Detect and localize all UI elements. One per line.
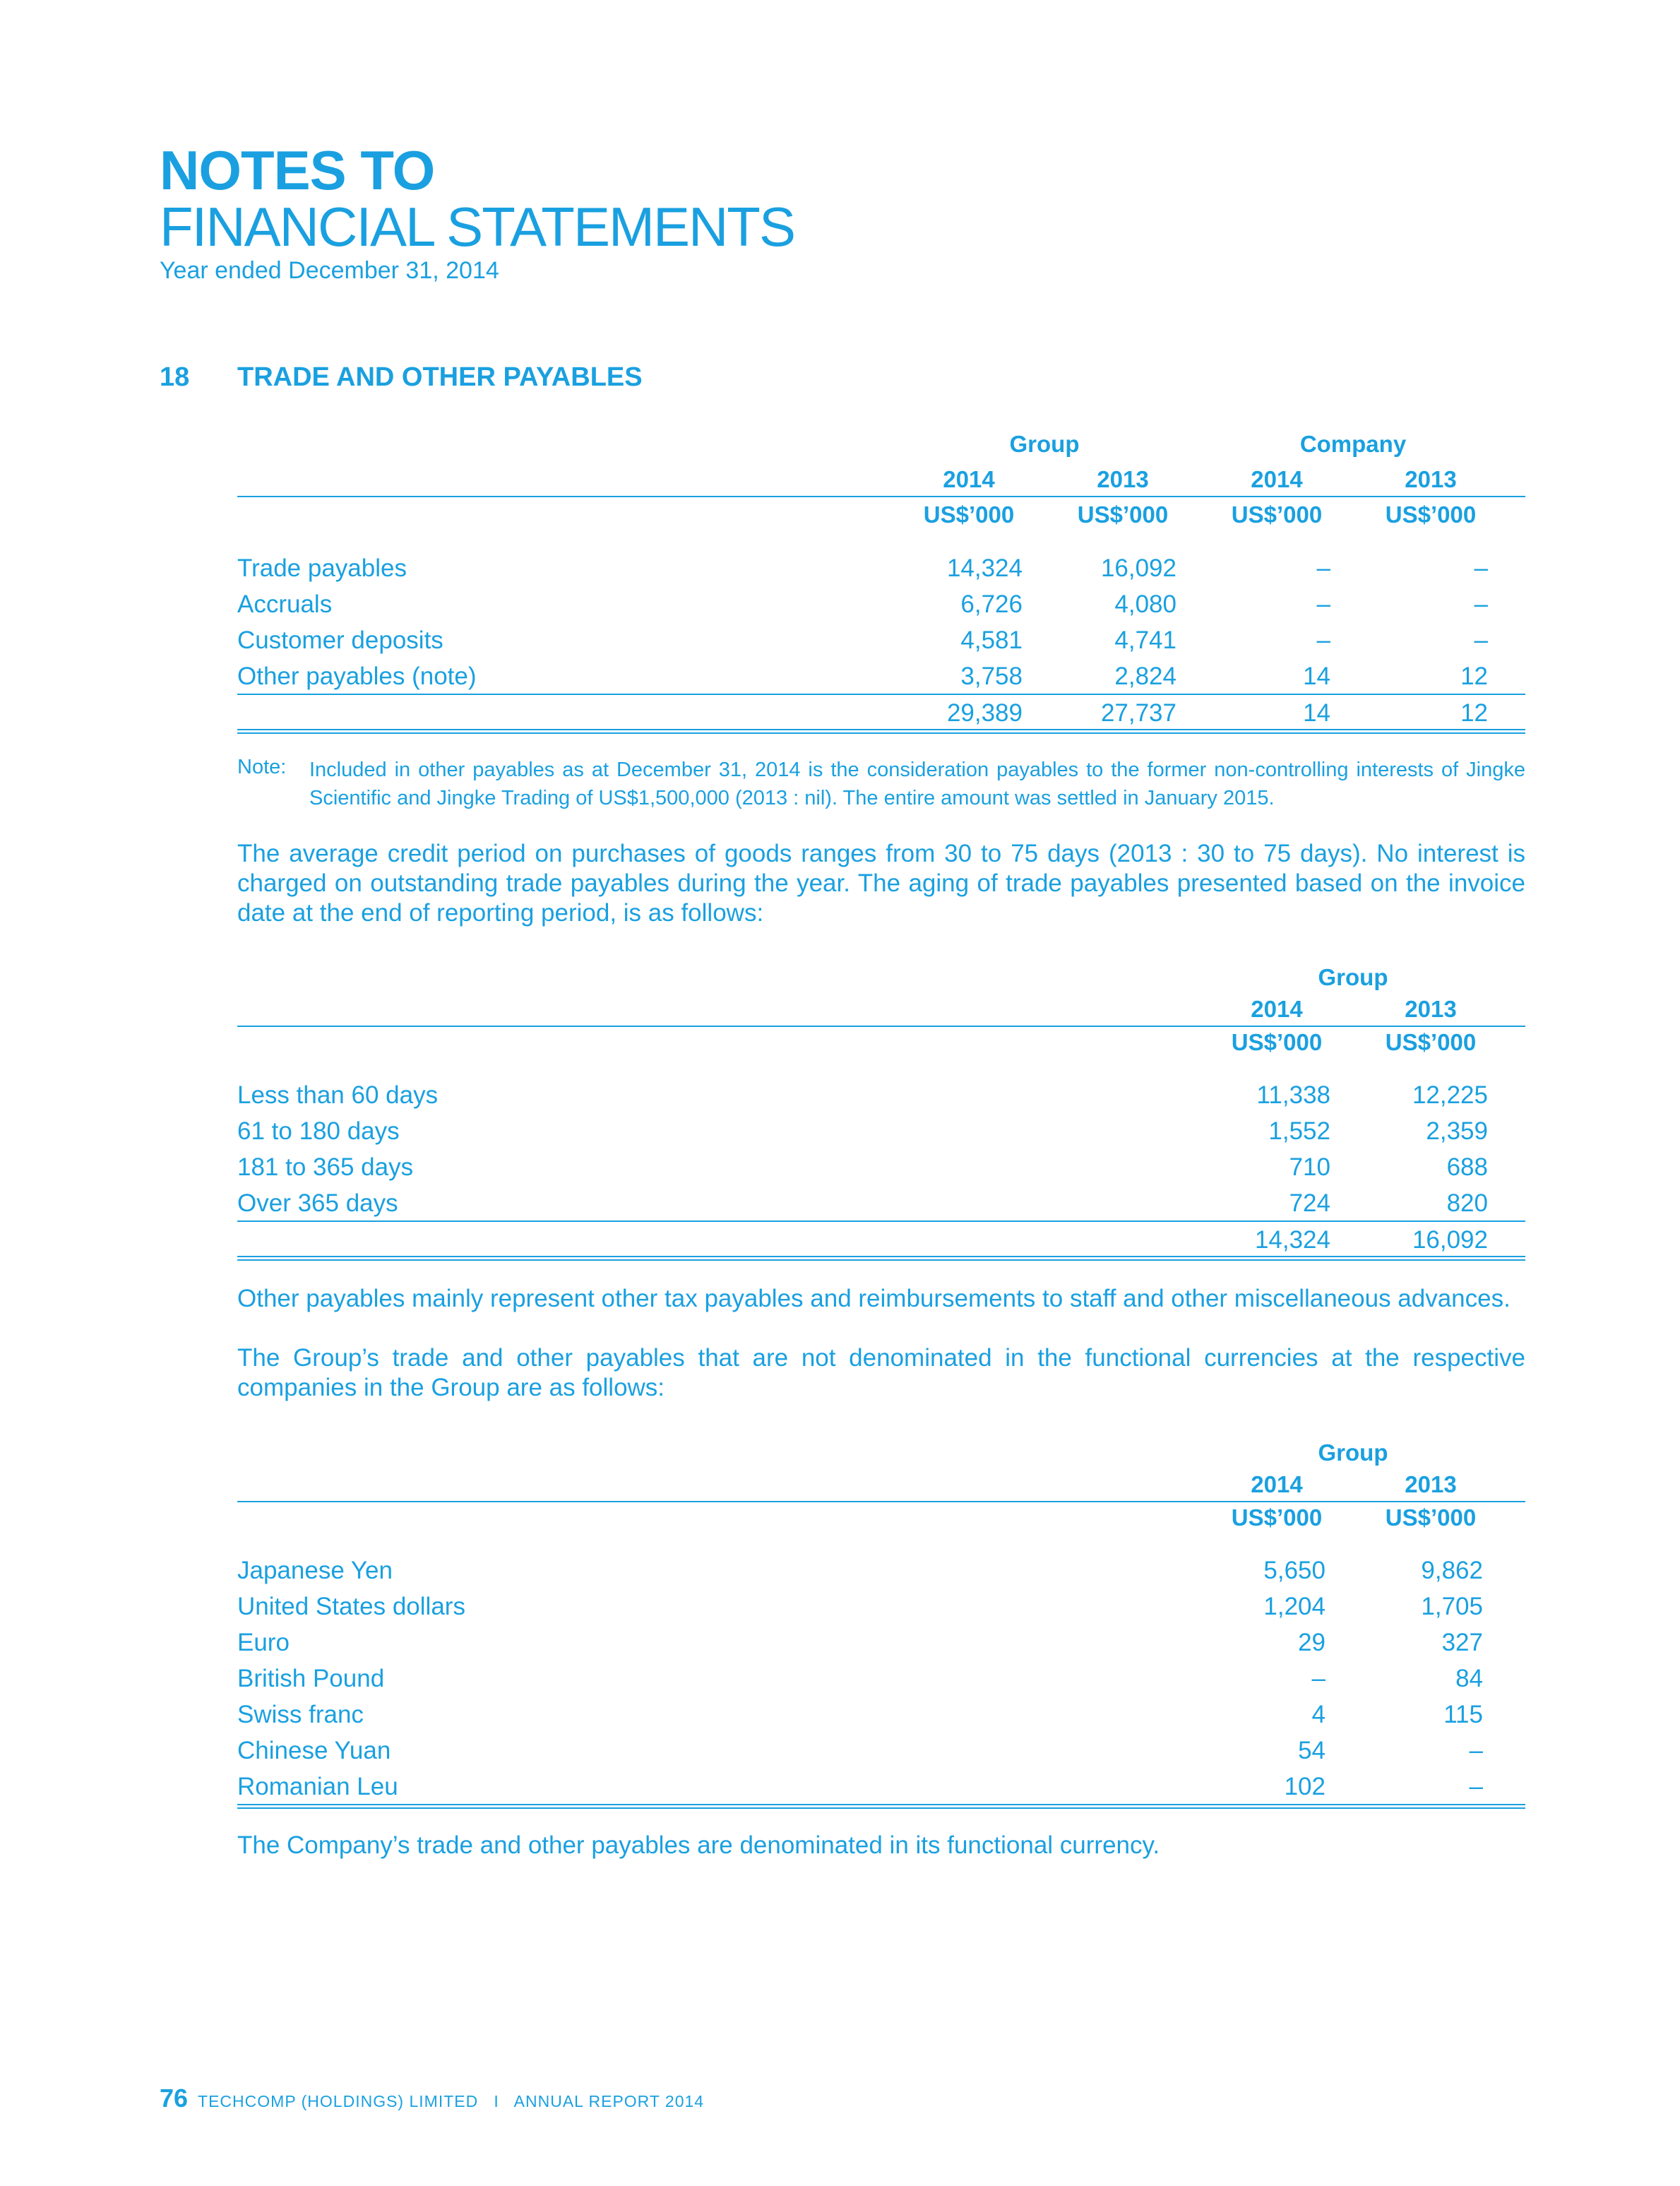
subtotal-rule — [237, 1220, 1525, 1222]
unit-header: US$’000 — [1077, 501, 1169, 528]
cell-2013: 820 — [1446, 1189, 1488, 1217]
row-label: Chinese Yuan — [237, 1737, 391, 1764]
row-label: Euro — [237, 1629, 290, 1656]
table-row — [237, 1081, 1525, 1118]
year-header: 2013 — [1097, 466, 1149, 492]
cell-2014: 4 — [1311, 1701, 1325, 1728]
table-row — [237, 1701, 1525, 1737]
table-row — [237, 626, 1525, 663]
page-number: 76 — [160, 2084, 189, 2113]
table-row — [237, 1629, 1525, 1665]
row-label: Accruals — [237, 590, 333, 618]
cell-group-2014: 6,726 — [960, 590, 1023, 618]
cell-2013: 2,359 — [1426, 1117, 1488, 1145]
cell-company-2014: – — [1316, 626, 1330, 654]
total-double-rule — [237, 1804, 1525, 1809]
table-row — [237, 590, 1525, 627]
cell-2014: – — [1311, 1665, 1325, 1692]
header-rule — [237, 496, 1525, 497]
cell-2013: 327 — [1441, 1629, 1483, 1656]
cell-group-2014: 3,758 — [960, 663, 1023, 690]
cell-group-2014: 4,581 — [960, 626, 1023, 654]
cell-2014: 29 — [1298, 1629, 1325, 1656]
unit-header: US$’000 — [1231, 501, 1323, 528]
cell-2014: 5,650 — [1263, 1557, 1325, 1584]
unit-header: US$’000 — [923, 501, 1015, 528]
row-label: United States dollars — [237, 1593, 465, 1620]
total-2013: 16,092 — [1412, 1226, 1488, 1254]
total-double-rule — [237, 1256, 1525, 1261]
other-payables-paragraph: Other payables mainly represent other tax payables and reimbursements to staff and other miscellaneous advances. — [237, 1285, 1511, 1312]
title-notes-to: NOTES TO — [160, 139, 435, 201]
total-group-2014: 29,389 — [946, 699, 1023, 727]
cell-2013: 1,705 — [1421, 1593, 1483, 1620]
header-rule — [237, 1501, 1525, 1502]
cell-2014: 102 — [1284, 1773, 1325, 1800]
year-header: 2014 — [943, 466, 995, 492]
row-label: 181 to 365 days — [237, 1153, 414, 1181]
unit-header: US$’000 — [1231, 1029, 1323, 1055]
credit-period-paragraph: The average credit period on purchases of goods ranges from 30 to 75 days (2013 : 30 to 75 days). No interest is charged on outstanding trade payables during the year. The aging of trade payables presented based on the invoice date at the end of reporting period, is as follows: — [237, 840, 1525, 927]
subtotal-rule — [237, 694, 1525, 695]
row-label: Romanian Leu — [237, 1773, 398, 1800]
header-rule — [237, 1026, 1525, 1027]
unit-header: US$’000 — [1385, 501, 1477, 528]
subtitle-year-ended: Year ended December 31, 2014 — [160, 257, 499, 284]
cell-group-2013: 4,741 — [1114, 626, 1176, 654]
cell-2014: 11,338 — [1256, 1081, 1330, 1109]
row-label: Japanese Yen — [237, 1557, 393, 1584]
total-company-2014: 14 — [1303, 699, 1330, 727]
section-number: 18 — [160, 362, 190, 392]
row-label: Customer deposits — [237, 626, 443, 654]
cell-2013: 115 — [1443, 1701, 1483, 1728]
cell-company-2014: – — [1316, 590, 1330, 618]
group-header: Group — [1318, 1439, 1388, 1466]
currency-paragraph: The Group’s trade and other payables that are not denominated in the functional currencies at the respective companies in the Group are as follows: — [237, 1344, 1525, 1401]
total-double-rule — [237, 729, 1525, 734]
section-title: TRADE AND OTHER PAYABLES — [237, 362, 643, 392]
cell-group-2013: 2,824 — [1114, 663, 1176, 690]
table-row — [237, 1593, 1525, 1629]
cell-2014: 724 — [1289, 1189, 1330, 1217]
total-2014: 14,324 — [1254, 1226, 1330, 1254]
row-label: British Pound — [237, 1665, 385, 1692]
cell-group-2013: 16,092 — [1100, 554, 1176, 582]
company-currency-paragraph: The Company’s trade and other payables are denominated in its functional currency. — [237, 1831, 1160, 1859]
row-label: Other payables (note) — [237, 663, 477, 690]
year-header: 2014 — [1251, 466, 1303, 492]
cell-2014: 710 — [1289, 1153, 1330, 1181]
cell-2013: 688 — [1446, 1153, 1488, 1181]
company-header: Company — [1299, 431, 1407, 457]
year-header: 2013 — [1405, 1471, 1457, 1497]
table-row — [237, 1117, 1525, 1154]
cell-2013: 9,862 — [1421, 1557, 1483, 1584]
cell-group-2014: 14,324 — [946, 554, 1023, 582]
unit-header: US$’000 — [1385, 1029, 1477, 1055]
total-company-2013: 12 — [1460, 699, 1488, 727]
row-label: Swiss franc — [237, 1701, 364, 1728]
row-label: Trade payables — [237, 554, 407, 582]
row-label: 61 to 180 days — [237, 1117, 400, 1145]
group-header: Group — [1318, 964, 1388, 990]
cell-2013: 12,225 — [1412, 1081, 1488, 1109]
year-header: 2014 — [1251, 996, 1303, 1022]
cell-company-2014: 14 — [1303, 663, 1330, 690]
cell-group-2013: 4,080 — [1114, 590, 1176, 618]
unit-header: US$’000 — [1231, 1504, 1323, 1531]
cell-2013: 84 — [1455, 1665, 1483, 1692]
unit-header: US$’000 — [1385, 1504, 1477, 1531]
group-header: Group — [1009, 431, 1080, 457]
cell-2013: – — [1469, 1737, 1483, 1764]
cell-company-2013: – — [1474, 626, 1488, 654]
row-label: Less than 60 days — [237, 1081, 439, 1109]
total-group-2013: 27,737 — [1100, 699, 1176, 727]
cell-2014: 1,204 — [1263, 1593, 1325, 1620]
cell-company-2013: 12 — [1460, 663, 1488, 690]
year-header: 2014 — [1251, 1471, 1303, 1497]
year-header: 2013 — [1405, 466, 1457, 492]
cell-2013: – — [1469, 1773, 1483, 1800]
cell-2014: 1,552 — [1268, 1117, 1330, 1145]
cell-2014: 54 — [1298, 1737, 1325, 1764]
cell-company-2013: – — [1474, 554, 1488, 582]
table-row — [237, 1665, 1525, 1701]
table-row — [237, 1737, 1525, 1774]
footer-text: TECHCOMP (HOLDINGS) LIMITED I ANNUAL REPORT 2014 — [198, 2092, 705, 2110]
table-row — [237, 1153, 1525, 1190]
note-text: Included in other payables as at December 31, 2014 is the consideration payables to the former non-controlling interests of Jingke Scientific and Jingke Trading of US$1,500,000 (2013 : nil). The entire amount was settled in January 2015. — [309, 759, 1525, 809]
cell-company-2013: – — [1474, 590, 1488, 618]
row-label: Over 365 days — [237, 1189, 398, 1217]
year-header: 2013 — [1405, 996, 1457, 1022]
cell-company-2014: – — [1316, 554, 1330, 582]
page-footer — [160, 2084, 704, 2113]
table-row — [237, 1557, 1525, 1593]
note-label: Note: — [237, 756, 287, 778]
title-financial-statements: FINANCIAL STATEMENTS — [160, 196, 794, 258]
table-row — [237, 554, 1525, 591]
